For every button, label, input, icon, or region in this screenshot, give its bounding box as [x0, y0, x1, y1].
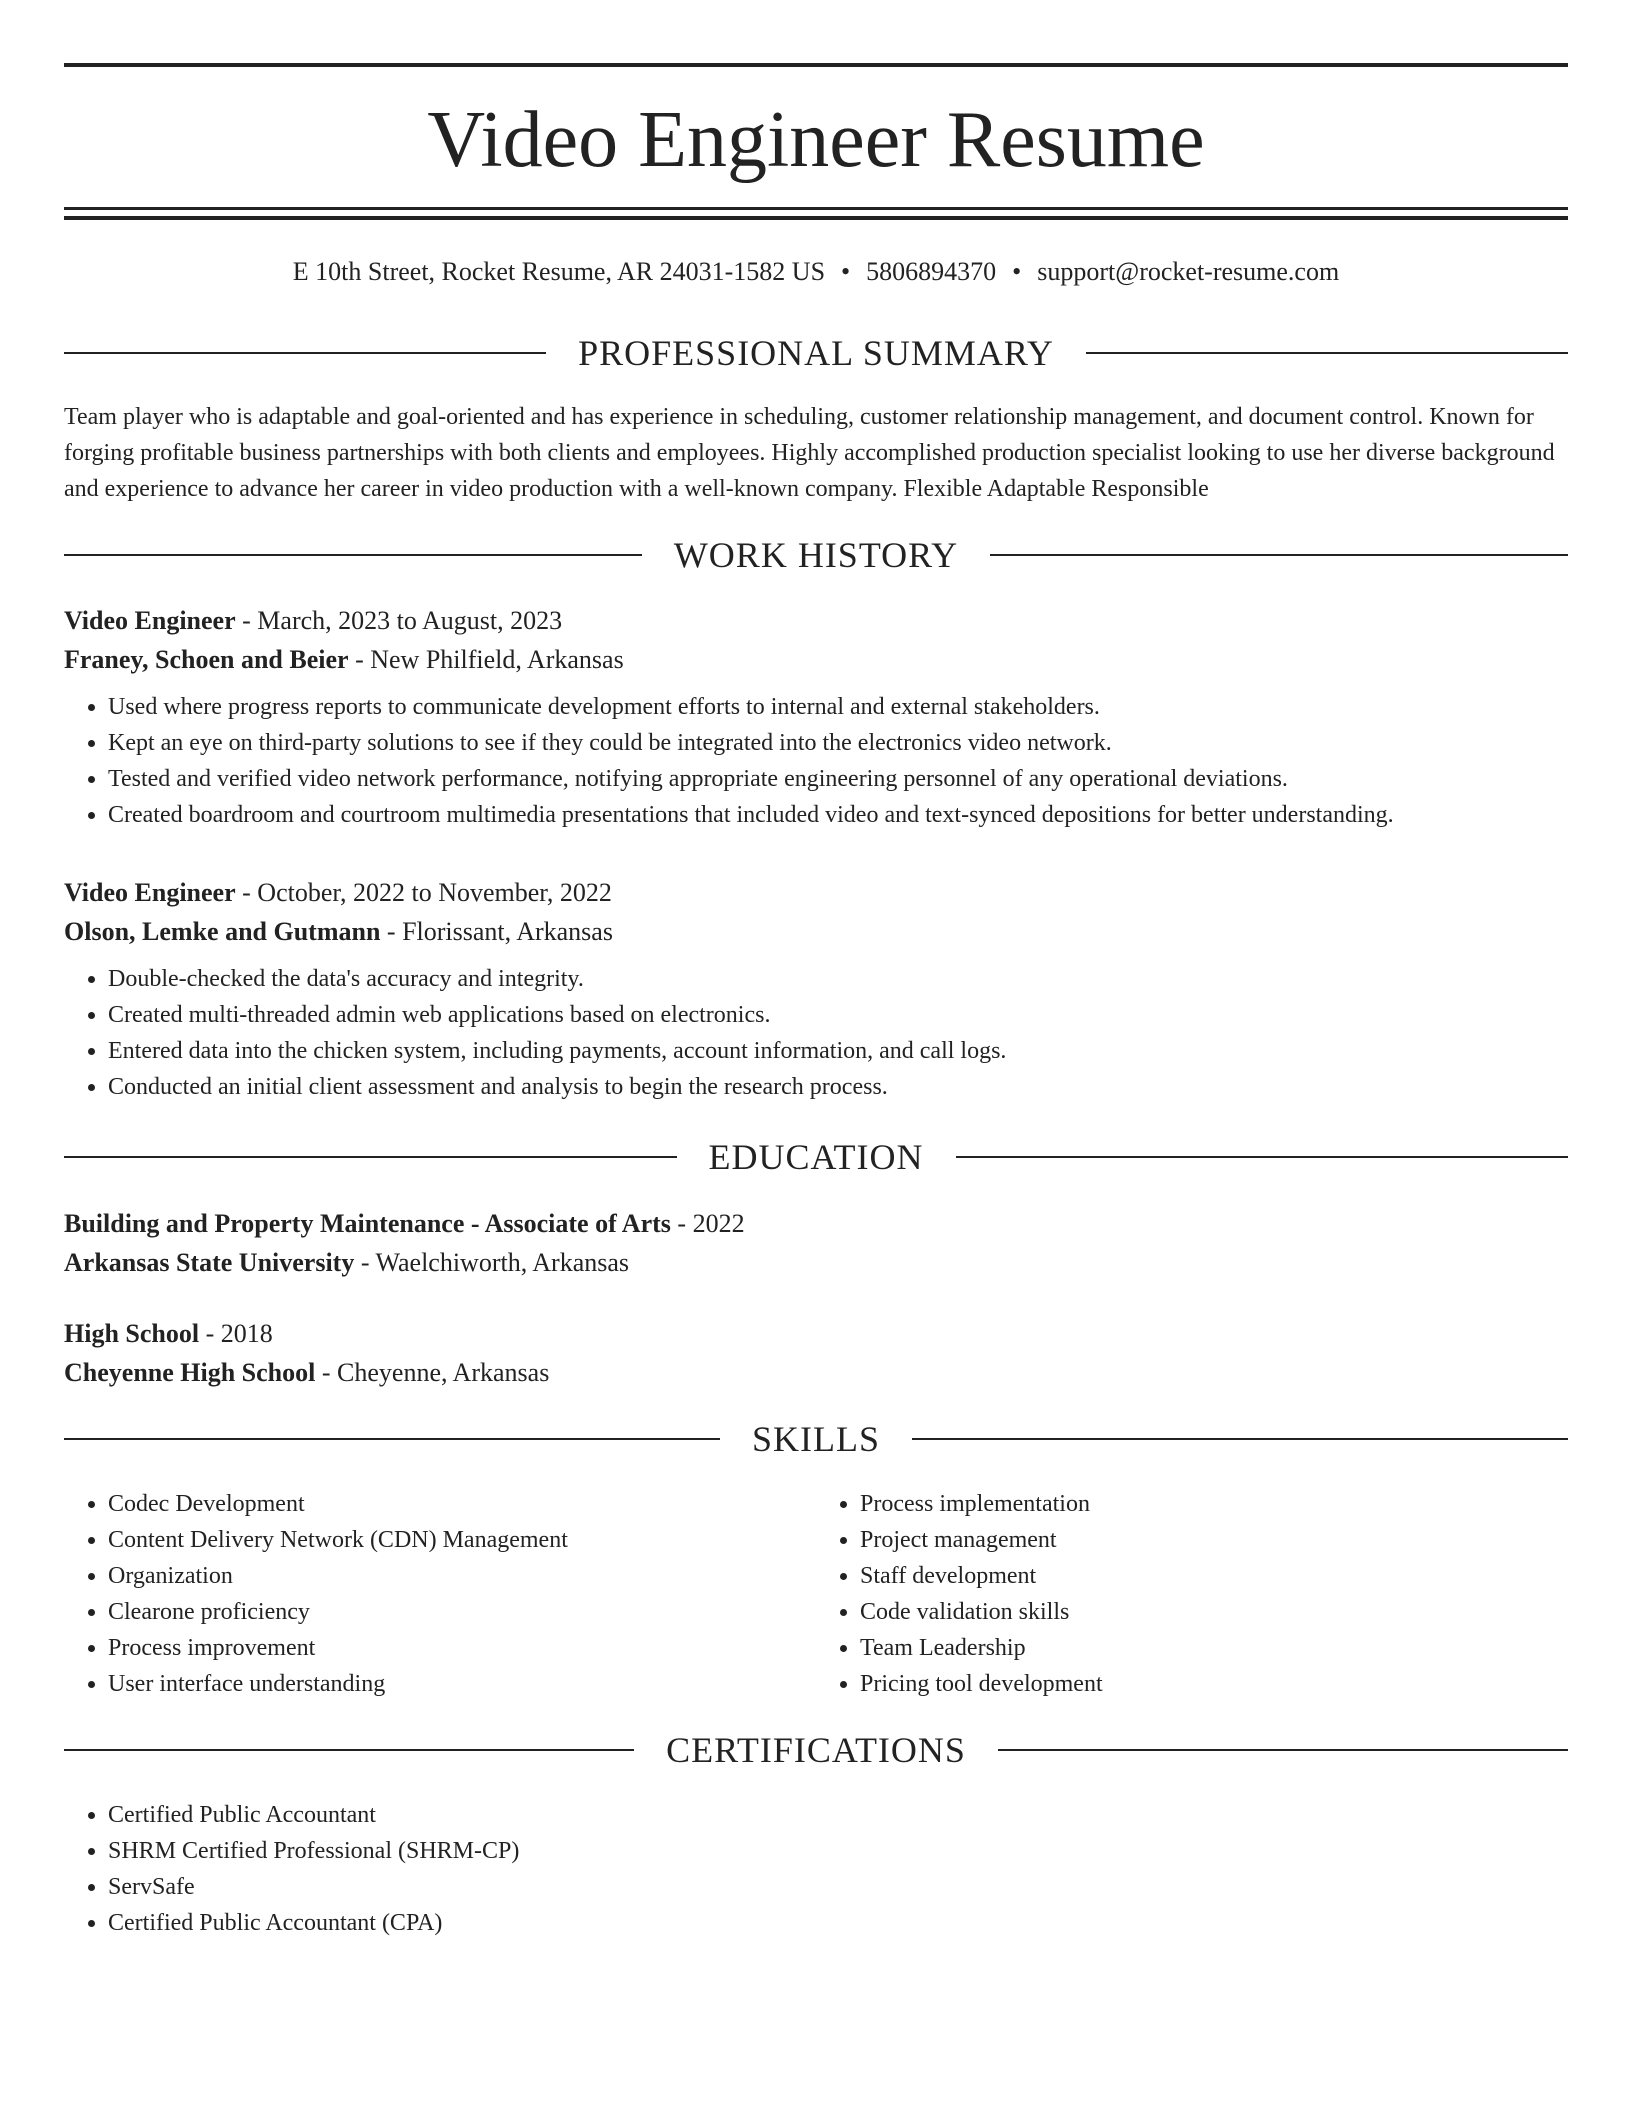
education-location: - Waelchiworth, Arkansas [354, 1248, 630, 1277]
list-item: • Tested and verified video network performance, notifying appropriate engineering personnel of any operational deviations. [108, 761, 1568, 797]
education-school-line [64, 1353, 1568, 1392]
list-item: • Created multi-threaded admin web applications based on electronics. [108, 997, 1568, 1033]
heading-rule [64, 1156, 677, 1158]
list-item: • User interface understanding [108, 1666, 816, 1702]
list-item: • Entered data into the chicken system, including payments, account information, and call logs. [108, 1033, 1568, 1069]
job-company-line [64, 640, 1568, 679]
heading-label: PROFESSIONAL SUMMARY [578, 333, 1054, 373]
job-entry [64, 873, 1568, 1105]
list-item: • ServSafe [108, 1869, 1568, 1905]
heading-rule [64, 554, 642, 556]
title-double-rule [64, 207, 1568, 220]
education-year: - 2022 [670, 1209, 745, 1238]
job-role: Video Engineer [64, 878, 236, 907]
heading-label: EDUCATION [708, 1137, 924, 1177]
job-title-line [64, 601, 1568, 640]
job-company: Olson, Lemke and Gutmann [64, 917, 381, 946]
skills-column-left [64, 1486, 816, 1702]
list-item: • Codec Development [108, 1486, 816, 1522]
education-year: - 2018 [199, 1319, 273, 1348]
skills-grid [64, 1486, 1568, 1702]
heading-rule [956, 1156, 1569, 1158]
section-heading-skills [64, 1419, 1568, 1459]
education-entry [64, 1204, 1568, 1282]
education-entry [64, 1314, 1568, 1392]
heading-rule [64, 1749, 634, 1751]
list-item: • Staff development [860, 1558, 1568, 1594]
contact-phone: 5806894370 [866, 257, 997, 286]
list-item: • Process improvement [108, 1630, 816, 1666]
education-school: Cheyenne High School [64, 1358, 316, 1387]
contact-line [64, 254, 1568, 290]
heading-label: CERTIFICATIONS [666, 1730, 966, 1770]
contact-separator: • [841, 257, 851, 286]
heading-rule [64, 352, 546, 354]
list-item: • Certified Public Accountant [108, 1797, 1568, 1833]
education-degree: High School [64, 1319, 200, 1348]
certifications-block [64, 1797, 1568, 1941]
job-location: - Florissant, Arkansas [380, 917, 613, 946]
heading-label: SKILLS [752, 1419, 881, 1459]
heading-rule [990, 554, 1568, 556]
education-degree-line [64, 1314, 1568, 1353]
list-item: • Pricing tool development [860, 1666, 1568, 1702]
job-dates: - March, 2023 to August, 2023 [235, 606, 563, 635]
job-company-line [64, 912, 1568, 951]
top-rule [64, 63, 1568, 67]
list-item: • Kept an eye on third-party solutions to see if they could be integrated into the electronics video network. [108, 725, 1568, 761]
job-bullets [64, 961, 1568, 1105]
list-item: • Organization [108, 1558, 816, 1594]
list-item: • SHRM Certified Professional (SHRM-CP) [108, 1833, 1568, 1869]
heading-rule [1086, 352, 1568, 354]
certifications-list [64, 1797, 1568, 1941]
list-item: • Certified Public Accountant (CPA) [108, 1905, 1568, 1941]
list-item: • Code validation skills [860, 1594, 1568, 1630]
education-location: - Cheyenne, Arkansas [315, 1358, 550, 1387]
job-role: Video Engineer [64, 606, 236, 635]
job-dates: - October, 2022 to November, 2022 [235, 878, 612, 907]
education-school: Arkansas State University [64, 1248, 355, 1277]
section-heading-work [64, 535, 1568, 575]
list-item: • Clearone proficiency [108, 1594, 816, 1630]
job-company: Franey, Schoen and Beier [64, 645, 349, 674]
list-item: • Project management [860, 1522, 1568, 1558]
list-item: • Team Leadership [860, 1630, 1568, 1666]
heading-rule [912, 1438, 1568, 1440]
section-heading-certifications [64, 1730, 1568, 1770]
section-heading-education [64, 1137, 1568, 1177]
job-location: - New Philfield, Arkansas [348, 645, 624, 674]
list-item: • Conducted an initial client assessment and analysis to begin the research process. [108, 1069, 1568, 1105]
education-degree-line [64, 1204, 1568, 1243]
contact-separator: • [1012, 257, 1022, 286]
heading-label: WORK HISTORY [673, 535, 959, 575]
skills-column-right [816, 1486, 1568, 1702]
list-item: • Double-checked the data's accuracy and integrity. [108, 961, 1568, 997]
contact-address: E 10th Street, Rocket Resume, AR 24031-1582 US [292, 257, 826, 286]
heading-rule [64, 1438, 720, 1440]
summary-text: Team player who is adaptable and goal-oriented and has experience in scheduling, customer relationship management, and document control. Known for forging profitable business partnerships with both clients and employees. Highly accomplished production specialist looking to use her diverse background and experience to advance her career in video production with a well-known company. Flexible Adaptable Responsible [64, 404, 1555, 502]
education-degree: Building and Property Maintenance - Associate of Arts [64, 1209, 671, 1238]
contact-email: support@rocket-resume.com [1037, 257, 1340, 286]
job-entry [64, 601, 1568, 833]
list-item: • Created boardroom and courtroom multimedia presentations that included video and text-synced depositions for better understanding. [108, 797, 1568, 833]
section-heading-summary [64, 333, 1568, 373]
list-item: • Used where progress reports to communicate development efforts to internal and external stakeholders. [108, 689, 1568, 725]
list-item: • Process implementation [860, 1486, 1568, 1522]
heading-rule [998, 1749, 1568, 1751]
job-bullets [64, 689, 1568, 833]
job-title-line [64, 873, 1568, 912]
list-item: • Content Delivery Network (CDN) Management [108, 1522, 816, 1558]
summary-block [64, 399, 1568, 507]
resume-title: Video Engineer Resume [427, 96, 1205, 184]
education-school-line [64, 1243, 1568, 1282]
